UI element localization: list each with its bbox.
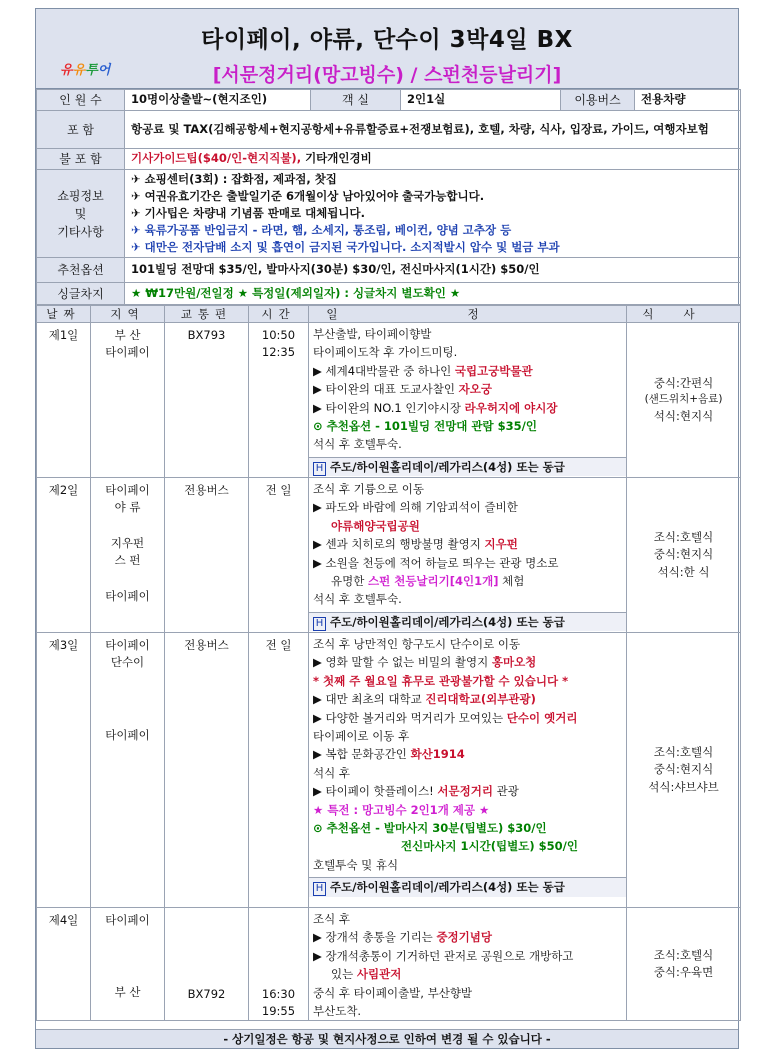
day-region [91,478,165,633]
col-day: 날짜 [37,306,91,323]
itinerary-line [313,362,622,380]
itinerary-line [313,709,622,727]
company-logo [60,59,110,78]
day-meal [627,908,741,1021]
time-line: 10:50 [261,328,296,342]
day-transport: BX793 [165,323,249,478]
itinerary-text: ▶ 영화 말할 수 없는 비밀의 촬영지 [313,655,492,670]
itinerary-highlight: 지우펀 [484,537,518,552]
day-itinerary [309,478,627,633]
itinerary-highlight: 스펀 천등날리기[4인1개] [367,574,499,589]
itinerary-highlight: 홍마오청 [491,655,537,670]
region-line: 타이페이 [105,638,150,652]
single-value: ★ ₩17만원/전일정 ★ 특정일(제외일자) : 싱글차지 별도확인 ★ [125,283,741,305]
itinerary-line: 중식 후 타이페이출발, 부산향발 [313,985,473,1000]
itinerary-line: 타이페이도착 후 가이드미팅. [313,345,458,360]
logo-letter: 투 [85,63,98,78]
region-line: 부 산 [114,328,141,342]
include-label: 포 함 [37,111,125,149]
page-subtitle: [서문정거리(망고빙수) / 스펀천등날리기] [212,64,562,86]
shop-line: ✈ 쇼핑센터(3회) : 잡화점, 제과점, 찻집 [131,172,337,186]
shop-label [37,170,125,258]
day-itinerary [309,633,627,908]
itinerary-line: 부산도착. [313,1004,362,1019]
meal-line: 조식:호텔식 [653,745,714,760]
day-region [91,633,165,908]
shop-line: ✈ 기사팁은 차량내 기념품 판매로 대체됩니다. [131,206,365,220]
meal-line: 중식:간편식 [653,375,714,390]
people-label: 인 원 수 [37,90,125,111]
region-line: 타이페이 [105,727,150,742]
hotel-icon: H [313,882,326,896]
time-line: 16:30 [261,986,296,1001]
itinerary-highlight: 중정기념당 [436,930,492,945]
meal-line: 석식:한 식 [657,564,710,579]
itinerary-text: ▶ 세계4대박물관 중 하나인 [313,363,455,378]
itinerary-line: ▶ 소원을 천등에 적어 하늘로 띄우는 관광 명소로 [313,555,559,570]
logo-letter: 유 [72,63,86,78]
itinerary-line: 조식 후 [313,912,350,926]
itinerary-line [313,928,622,946]
meal-line: 중식:우육면 [653,965,714,980]
day-time: 전 일 [249,478,309,633]
itinerary-highlight: 야류해양국립공원 [331,518,420,533]
meal-line: 석식:샤브샤브 [648,779,719,794]
itinerary-line [313,572,622,590]
exclude-label: 불 포 함 [37,149,125,170]
region-line: 타이페이 [105,913,150,927]
itinerary-line [313,653,622,671]
day-label: 제1일 [37,323,91,478]
region-line: 지우펀 [110,535,145,550]
day-region [91,908,165,1021]
col-time: 시간 [249,306,309,323]
day-label: 제3일 [37,633,91,908]
meal-line: 석식:현지식 [653,408,714,423]
itinerary-line: ▶ 파도와 바람에 의해 기암괴석이 즐비한 [313,500,518,515]
day-meal [627,478,741,633]
shop-label-line: 기타사항 [57,224,104,239]
option-label: 추천옵션 [37,258,125,283]
shop-line: ✈ 대만은 전자담배 소지 및 흡연이 금지된 국가입니다. 소지적발시 압수 및 벌금 부과 [131,240,560,254]
itinerary-line [313,399,622,417]
itinerary-line [313,782,622,800]
itinerary-text: ▶ 센과 치히로의 행방불명 촬영지 [313,537,485,552]
include-value: 항공료 및 TAX(김해공항세+현지공항세+유류할증료+전쟁보험료), 호텔, 차량, 식사, 입장료, 가이드, 여행자보험 [125,111,741,149]
itinerary-text: ▶ 타이완의 NO.1 인기야시장 [313,400,465,415]
col-itinerary: 일정 [309,306,627,323]
region-line: 타이페이 [105,345,150,360]
itinerary-line [313,535,622,553]
itinerary-highlight: 서문정거리 [437,784,493,799]
itinerary-text: 유명한 [331,574,368,589]
day-transport: 전용버스 [165,478,249,633]
region-line: 야 류 [114,500,141,515]
day-region [91,323,165,478]
itinerary-text: 체험 [498,574,525,589]
col-region: 지역 [91,306,165,323]
hotel-text: 주도/하이원홀리데이/레가리스(4성) 또는 동급 [330,880,565,895]
day-time [249,908,309,1021]
day-transport [165,908,249,1021]
itinerary-line: 석식 후 호텔투숙. [313,437,402,452]
single-label: 싱글차지 [37,283,125,305]
hotel-text: 주도/하이원홀리데이/레가리스(4성) 또는 동급 [330,459,565,474]
hotel-icon: H [313,462,326,476]
day-transport: 전용버스 [165,633,249,908]
spacer [36,1021,738,1029]
hotel-line [309,612,626,631]
itinerary-option: ⊙ 추천옵션 - 발마사지 30분(팁별도) $30/인 [313,821,547,836]
bus-value: 전용차량 [635,90,741,111]
itinerary-line: 부산출발, 타이페이향발 [313,327,432,341]
shop-line: ✈ 여권유효기간은 출발일기준 6개월이상 남아있어야 출국가능합니다. [131,189,485,203]
hotel-line [309,457,626,476]
logo-letter: 어 [97,63,111,78]
region-line: 단수이 [110,655,145,670]
meal-line: 조식:호텔식 [653,947,714,962]
itinerary-text: ▶ 타이완의 대표 도교사찰인 [313,382,459,397]
shop-info [125,170,741,258]
shop-label-line: 및 [74,206,87,221]
exclude-tip: 기사가이드팁($40/인-현지직불), [131,151,302,166]
itinerary-text: ▶ 장개석 총통을 기리는 [313,930,437,945]
itinerary-line [313,380,622,398]
itinerary-line [313,745,622,763]
document-header [36,9,738,89]
itinerary-text: ▶ 복합 문화공간인 [313,747,411,762]
transport-text: BX792 [187,986,226,1001]
option-value: 101빌딩 전망대 $35/인, 발마사지(30분) $30/인, 전신마사지(1시간) $50/인 [125,258,741,283]
itinerary-highlight: 단수이 옛거리 [506,710,578,725]
region-line: 타이페이 [105,483,150,497]
room-value: 2인1실 [401,90,561,111]
region-line: 스 펀 [114,553,141,568]
shop-line: ✈ 육류가공품 반입금지 - 라면, 햄, 소세지, 통조림, 베이컨, 양념 고추장 등 [131,223,512,237]
day-meal [627,633,741,908]
col-transport: 교통편 [165,306,249,323]
room-label: 객 실 [311,90,401,111]
info-table [36,89,741,305]
itinerary-text: ▶ 타이페이 핫플레이스! [313,784,438,799]
time-line: 12:35 [261,345,296,360]
day-meal [627,323,741,478]
day-row [37,633,741,908]
day-label: 제2일 [37,478,91,633]
itinerary-text: 있는 [331,967,357,982]
day-time: 전 일 [249,633,309,908]
day-row [37,908,741,1021]
bus-label: 이용버스 [561,90,635,111]
region-line: 타이페이 [105,588,150,603]
day-itinerary [309,908,627,1021]
exclude-value [125,149,741,170]
itinerary-highlight: 국립고궁박물관 [454,363,533,378]
itinerary-line: 석식 후 호텔투숙. [313,592,402,607]
itinerary-line: 석식 후 [313,765,350,780]
itinerary-line: 조식 후 기륭으로 이동 [313,482,424,496]
itinerary-highlight: 화산1914 [410,747,465,762]
itinerary-text: ▶ 다양한 볼거리와 먹거리가 모여있는 [313,710,507,725]
itinerary-document [35,8,739,1049]
itinerary-line: 조식 후 낭만적인 항구도시 단수이로 이동 [313,637,521,651]
hotel-icon: H [313,617,326,631]
itinerary-line: 타이페이로 이동 후 [313,729,410,744]
itinerary-line [313,965,622,983]
itinerary-line: ▶ 장개석총통이 기거하던 관저로 공원으로 개방하고 [313,948,574,963]
people-value: 10명이상출발~(현지조인) [125,90,311,111]
footer-note: - 상기일정은 항공 및 현지사정으로 인하여 변경 될 수 있습니다 - [36,1029,738,1048]
schedule-table [36,305,741,1021]
meal-line: 중식:현지식 [653,547,714,562]
hotel-line [309,877,626,896]
itinerary-special: ★ 특전 : 망고빙수 2인1개 제공 ★ [313,802,490,817]
itinerary-highlight: 진리대학교(외부관광) [425,692,536,707]
col-meal: 식사 [627,306,741,323]
day-label: 제4일 [37,908,91,1021]
itinerary-line [313,690,622,708]
itinerary-highlight: 자오궁 [458,382,492,397]
day-row [37,478,741,633]
page-title: 타이페이, 야류, 단수이 3박4일 BX [201,27,573,53]
logo-text [60,59,110,78]
meal-line: (샌드위치+음료) [644,393,723,406]
meal-line: 조식:호텔식 [653,530,714,545]
itinerary-line: 호텔투숙 및 휴식 [313,857,399,872]
itinerary-highlight: 사림관저 [356,967,402,982]
day-time [249,323,309,478]
meal-line: 중식:현지식 [653,762,714,777]
exclude-other: 기타개인경비 [301,151,372,166]
itinerary-option: ⊙ 추천옵션 - 101빌딩 전망대 관람 $35/인 [313,419,537,434]
itinerary-text: 관광 [492,784,519,799]
itinerary-text: ▶ 대만 최초의 대학교 [313,692,426,707]
shop-label-line: 쇼핑정보 [57,188,104,203]
day-row [37,323,741,478]
itinerary-option: 전신마사지 1시간(팁별도) $50/인 [401,839,578,854]
region-line: 부 산 [114,985,141,1000]
time-line: 19:55 [261,1003,296,1018]
hotel-text: 주도/하이원홀리데이/레가리스(4성) 또는 동급 [330,614,565,629]
itinerary-highlight: 라우허지에 야시장 [464,400,558,415]
itinerary-notice: * 첫째 주 월요일 휴무로 관광불가할 수 있습니다 * [313,673,569,688]
day-itinerary [309,323,627,478]
logo-letter: 유 [60,63,73,78]
